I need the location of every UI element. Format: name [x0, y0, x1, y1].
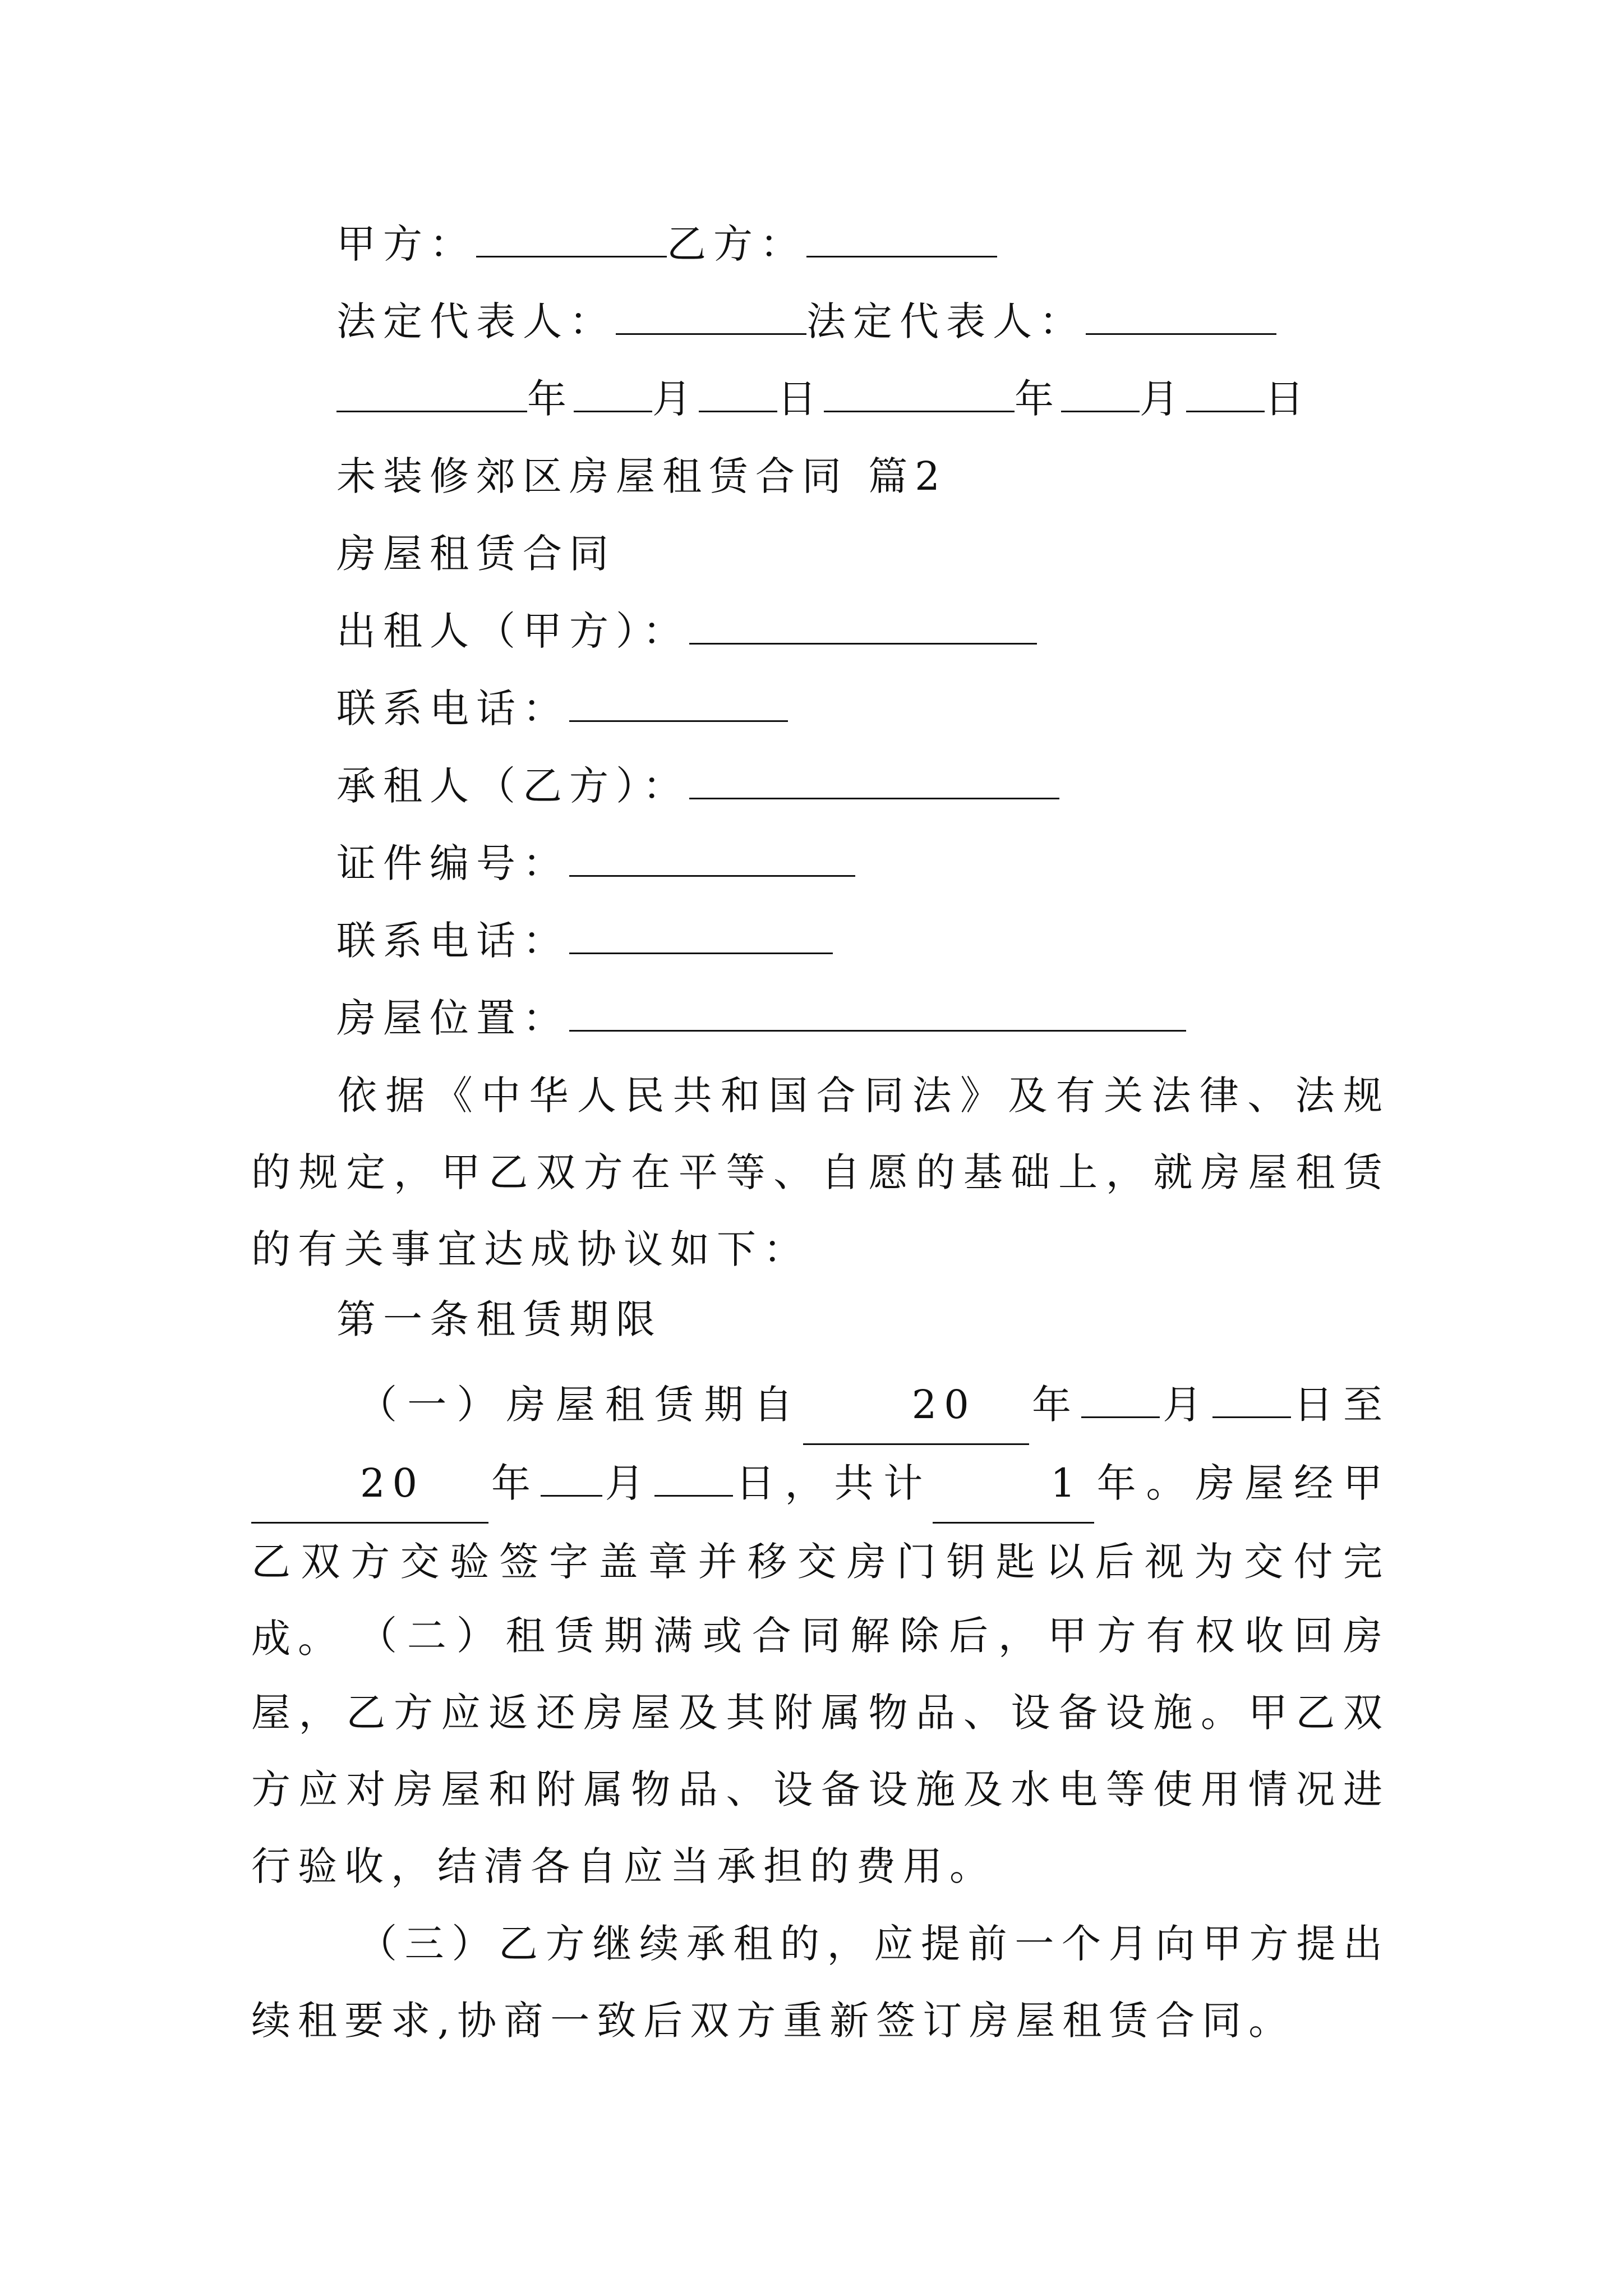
lessor-phone-blank[interactable] [569, 687, 788, 722]
date-b-year-blank[interactable] [824, 377, 1015, 412]
date-a-year-blank[interactable] [336, 377, 527, 412]
date-a-month-blank[interactable] [574, 377, 652, 412]
clause1-text-a: （一）房屋租赁期自 [358, 1382, 803, 1428]
date-a-day-blank[interactable] [699, 377, 777, 412]
lessor-phone-line [336, 678, 788, 739]
lessee-label: 承租人（乙方）： [336, 763, 689, 809]
clause1-month-b: 月 [602, 1460, 654, 1506]
party-b-blank[interactable] [806, 222, 997, 257]
lessee-phone-blank[interactable] [569, 919, 833, 954]
lessee-phone-line [336, 910, 833, 972]
date-b-day-blank[interactable] [1186, 377, 1265, 412]
date-b-day: 日 [1265, 376, 1311, 422]
id-number-label: 证件编号： [336, 840, 569, 886]
clause3-paragraph: （三）乙方继续承租的，应提前一个月向甲方提出续租要求,协商一致后双方重新签订房屋租赁合同。 [251, 1921, 1390, 2044]
lease-duration-value: 1 [1050, 1460, 1083, 1506]
lessee-blank[interactable] [689, 764, 1059, 799]
contract-title: 房屋租赁合同 [336, 531, 616, 577]
signature-rep-line [336, 291, 1276, 352]
legal-rep-b-label: 法定代表人： [806, 298, 1086, 344]
date-b-year: 年 [1015, 376, 1061, 422]
clause1-month-a: 月 [1160, 1382, 1212, 1428]
party-a-label: 甲方： [336, 221, 476, 267]
article1-title: 第一条租赁期限 [336, 1296, 662, 1342]
lease-end-month-blank[interactable] [541, 1461, 602, 1497]
id-number-blank[interactable] [569, 841, 855, 877]
clause1-text-e: 日至 [1290, 1382, 1390, 1428]
location-blank[interactable] [569, 996, 1186, 1032]
lease-end-century: 20 [360, 1460, 425, 1506]
clause2-paragraph: （二）租赁期满或合同解除后，甲方有权收回房屋，乙方应返还房屋及其附属物品、设备设施。甲乙双方应对房屋和附属物品、设备设施及水电等使用情况进行验收，结清各自应当承担的费用。 [251, 1613, 1390, 1889]
legal-rep-b-blank[interactable] [1086, 300, 1276, 335]
legal-rep-a-blank[interactable] [616, 300, 806, 335]
location-line [336, 987, 1186, 1049]
lease-start-day-blank[interactable] [1212, 1383, 1291, 1418]
date-a-month: 月 [652, 376, 699, 422]
lease-start-century: 20 [911, 1382, 976, 1428]
date-b-month-blank[interactable] [1061, 377, 1140, 412]
lessor-line [336, 600, 1037, 662]
lease-start-month-blank[interactable] [1081, 1383, 1160, 1418]
lessee-line [336, 755, 1059, 817]
lessee-phone-label: 联系电话： [336, 918, 569, 964]
clause1-text-k: 年。房屋经甲乙双方交验签字盖章并移交房门钥匙以后视为交付完成。 [251, 1460, 1390, 1662]
lease-duration-underline[interactable] [933, 1445, 1094, 1524]
section-title: 未装修郊区房屋租赁合同 篇2 [336, 453, 947, 499]
party-a-blank[interactable] [476, 222, 667, 257]
date-a-day: 日 [777, 376, 824, 422]
preamble-paragraph: 依据《中华人民共和国合同法》及有关法律、法规的规定，甲乙双方在平等、自愿的基础上，就房屋租赁的有关事宜达成协议如下： [251, 1073, 1390, 1272]
signature-party-line [336, 213, 997, 275]
location-label: 房屋位置： [336, 995, 569, 1041]
clause1-text-i: 日，共计 [732, 1460, 933, 1506]
date-b-month: 月 [1140, 376, 1186, 422]
date-a-year: 年 [527, 376, 574, 422]
lease-start-year-underline[interactable] [803, 1366, 1029, 1445]
lessor-phone-label: 联系电话： [336, 685, 569, 731]
lease-end-day-blank[interactable] [654, 1461, 733, 1497]
lessor-label: 出租人（甲方）： [336, 608, 689, 654]
clause1-year-a: 年 [1029, 1382, 1082, 1428]
party-b-label: 乙方： [667, 221, 806, 267]
id-number-line [336, 832, 855, 894]
lease-end-year-underline[interactable] [251, 1445, 488, 1524]
lessor-blank[interactable] [689, 609, 1037, 645]
legal-rep-a-label: 法定代表人： [336, 298, 616, 344]
clause1-year-b: 年 [488, 1460, 541, 1506]
signature-date-line [336, 368, 1311, 430]
